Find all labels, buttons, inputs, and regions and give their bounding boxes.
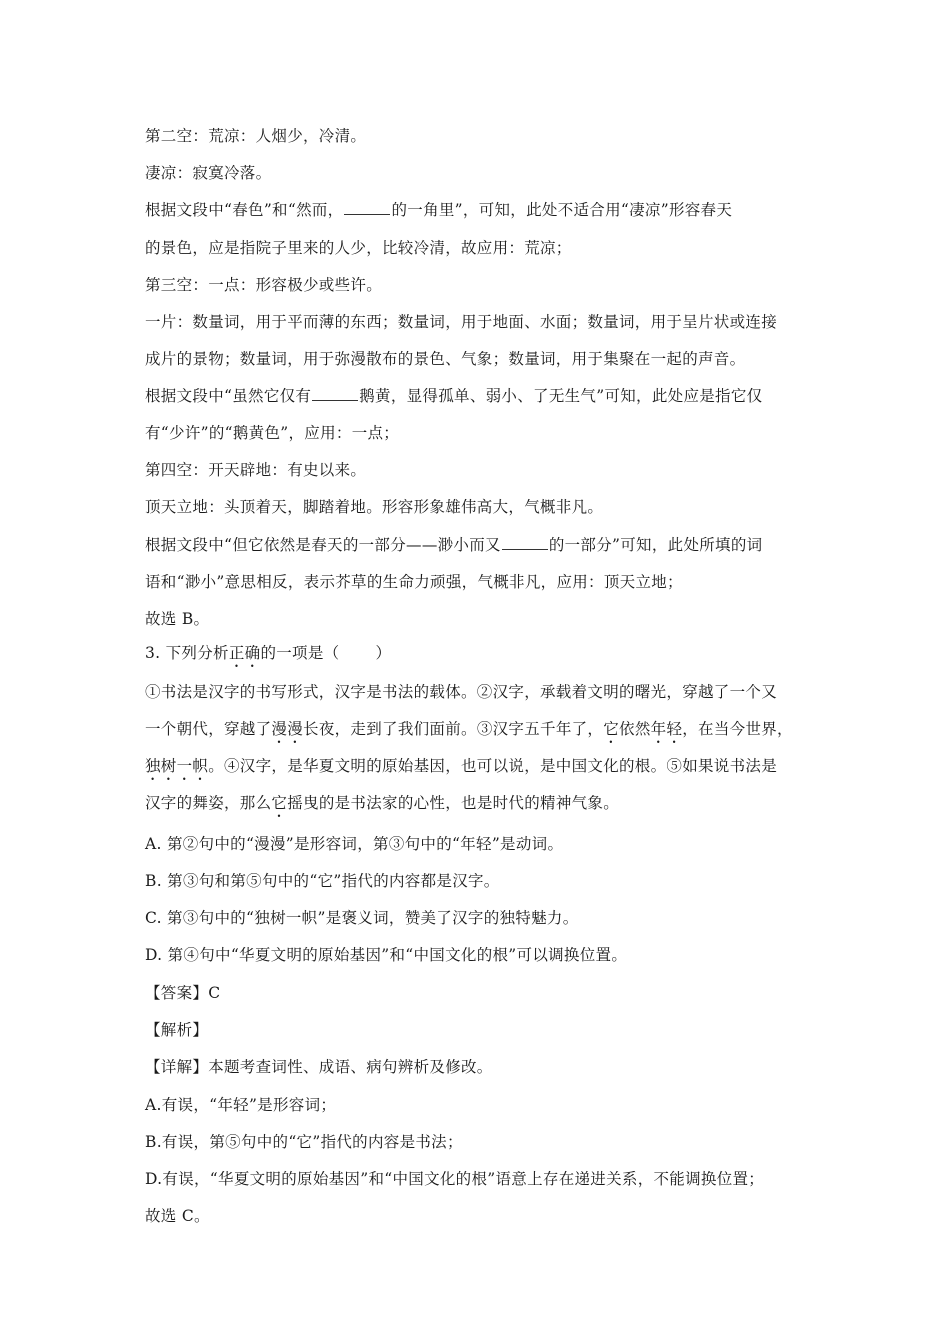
text-line (145, 386, 815, 406)
text-line (145, 200, 815, 220)
text-segment: 根据文段中“虽然它仅有 (145, 387, 312, 405)
text-segment: 一个朝代，穿越了 (145, 720, 272, 738)
text-line: 第三空：一点：形容极少或些许。 (145, 276, 383, 294)
analysis-line: B.有误，第⑤句中的“它”指代的内容是书法； (145, 1133, 463, 1151)
passage-line (145, 756, 815, 784)
text-segment: 根据文段中“春色”和“然而， (145, 201, 344, 219)
detail-line: 【详解】本题考查词性、成语、病句辨析及修改。 (145, 1058, 493, 1076)
passage-line (145, 719, 815, 747)
text-line (145, 535, 815, 555)
emphasized-text: 它 (271, 794, 288, 812)
emphasized-text: 年轻 (650, 720, 683, 738)
text-segment: 3. 下列分析 (145, 644, 229, 662)
analysis-line: 故选 C。 (145, 1207, 210, 1225)
emphasized-text: 正确 (228, 644, 261, 662)
emphasized-text: 它 (603, 720, 620, 738)
text-segment: 根据文段中“但它依然是春天的一部分——渺小而又 (145, 536, 501, 554)
fill-blank (344, 200, 390, 215)
text-line: 有“少许”的“鹅黄色”，应用：一点； (145, 424, 400, 442)
analysis-line: A.有误，“年轻”是形容词； (145, 1096, 337, 1114)
text-segment: ，在当今世界， (682, 720, 793, 738)
text-line: 的景色，应是指院子里来的人少，比较冷清，故应用：荒凉； (145, 239, 572, 257)
text-segment: 长夜，走到了我们面前。③汉字五千年了， (303, 720, 604, 738)
fill-blank (502, 535, 548, 550)
analysis-line: D.有误，“华夏文明的原始基因”和“中国文化的根”语意上存在递进关系，不能调换位置； (145, 1170, 765, 1188)
text-segment: 的一角里”，可知，此处不适合用“凄凉”形容春天 (391, 201, 733, 219)
emphasized-text: 独树一帜 (145, 757, 209, 775)
text-segment: 的一项是（ (260, 644, 340, 662)
text-segment: 依然 (619, 720, 651, 738)
text-line: 第四空：开天辟地：有史以来。 (145, 461, 367, 479)
option-c: C. 第③句中的“独树一帜”是褒义词，赞美了汉字的独特魅力。 (145, 909, 579, 927)
option-b: B. 第③句和第⑤句中的“它”指代的内容都是汉字。 (145, 872, 500, 890)
text-segment: 鹅黄，显得孤单、弱小、了无生气”可知，此处应是指它仅 (359, 387, 763, 405)
fill-blank (312, 386, 358, 401)
text-line: 语和“渺小”意思相反，表示芥草的生命力顽强，气概非凡，应用：顶天立地； (145, 573, 683, 591)
text-line: 成片的景物；数量词，用于弥漫散布的景色、气象；数量词，用于集聚在一起的声音。 (145, 350, 746, 368)
text-line: 第二空：荒凉：人烟少，冷清。 (145, 127, 367, 145)
option-a: A. 第②句中的“漫漫”是形容词，第③句中的“年轻”是动词。 (145, 835, 564, 853)
text-line: 一片：数量词，用于平而薄的东西；数量词，用于地面、水面；数量词，用于呈片状或连接 (145, 313, 778, 331)
text-line: 凄凉：寂寞冷落。 (145, 164, 272, 182)
answer-line: 【答案】C (145, 984, 221, 1002)
text-line: 故选 B。 (145, 610, 210, 628)
text-segment: 。④汉字，是华夏文明的原始基因，也可以说，是中国文化的根。⑤如果说书法是 (208, 757, 778, 775)
analysis-title: 【解析】 (145, 1021, 209, 1039)
passage-line (145, 793, 815, 821)
question-stem (145, 643, 815, 671)
text-segment: 的一部分”可知，此处所填的词 (548, 536, 763, 554)
text-segment: ） (375, 644, 392, 662)
passage-line: ①书法是汉字的书写形式，汉字是书法的载体。②汉字，承载着文明的曙光，穿越了一个又 (145, 683, 778, 701)
emphasized-text: 漫漫 (271, 720, 304, 738)
text-segment: 汉字的舞姿，那么 (145, 794, 272, 812)
text-line: 顶天立地：头顶着天，脚踏着地。形容形象雄伟高大，气概非凡。 (145, 498, 604, 516)
option-d: D. 第④句中“华夏文明的原始基因”和“中国文化的根”可以调换位置。 (145, 946, 628, 964)
text-segment: 摇曳的是书法家的心性，也是时代的精神气象。 (287, 794, 620, 812)
